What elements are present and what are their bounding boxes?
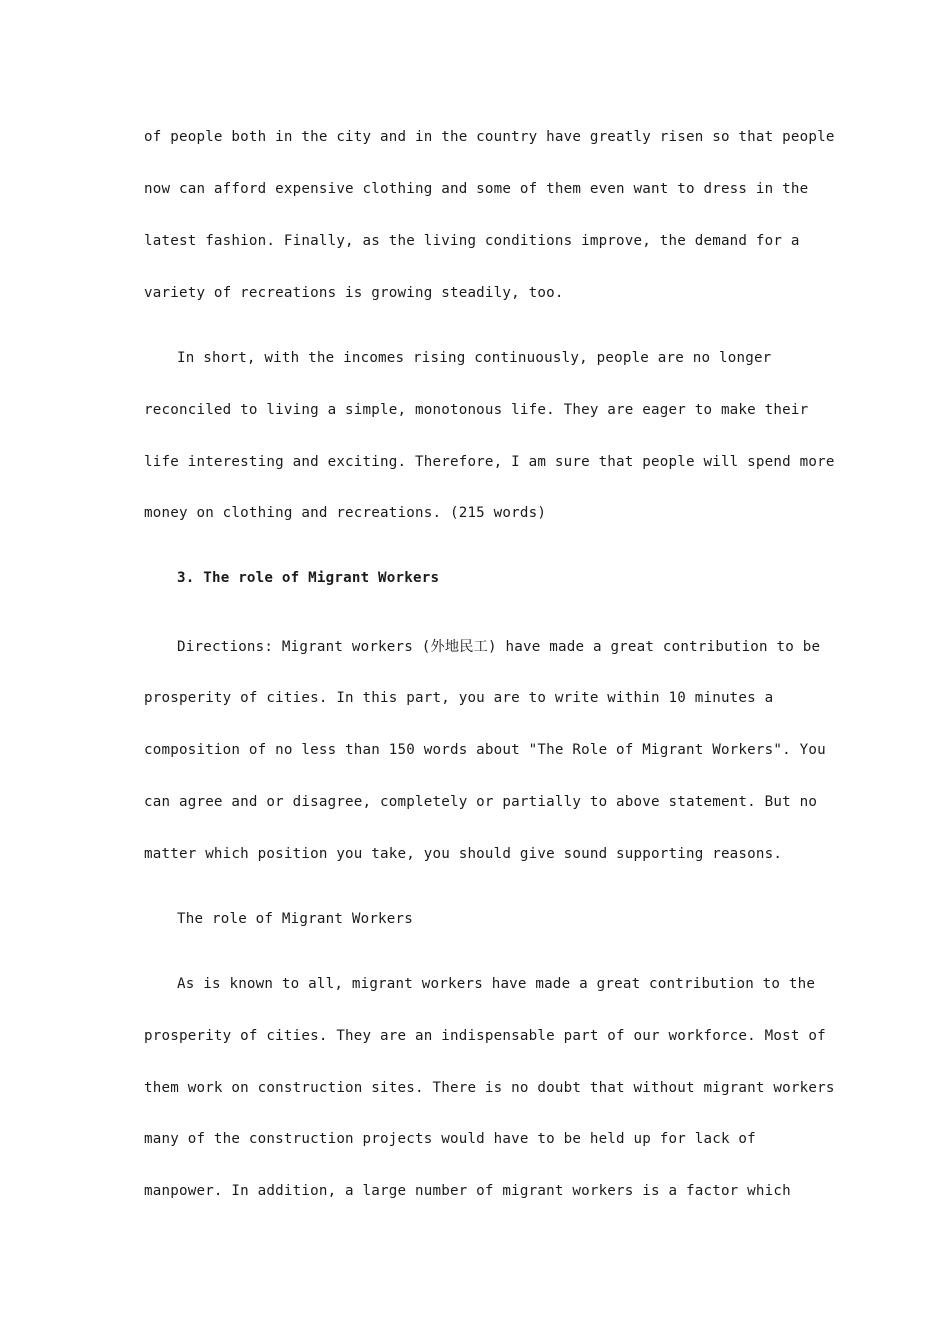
essay-line-3: them work on construction sites. There is no doubt that without migrant workers [144, 1080, 835, 1096]
paragraph-1-line-1: of people both in the city and in the country have greatly risen so that people [144, 129, 835, 145]
essay-title: The role of Migrant Workers [177, 911, 414, 927]
paragraph-2-line-4: money on clothing and recreations. (215 words) [144, 505, 547, 521]
directions-line-3: composition of no less than 150 words about "The Role of Migrant Workers". You [144, 742, 826, 758]
paragraph-1-line-4: variety of recreations is growing steadily, too. [144, 285, 564, 301]
essay-line-1: As is known to all, migrant workers have made a great contribution to the [177, 976, 816, 992]
paragraph-1-line-2: now can afford expensive clothing and some of them even want to dress in the [144, 181, 809, 197]
section-heading: 3. The role of Migrant Workers [177, 570, 440, 586]
paragraph-2-line-1: In short, with the incomes rising continuously, people are no longer [177, 350, 772, 366]
essay-line-4: many of the construction projects would have to be held up for lack of [144, 1131, 756, 1147]
directions-line-1: Directions: Migrant workers (外地民工) have made a great contribution to be [177, 639, 821, 655]
directions-line-5: matter which position you take, you should give sound supporting reasons. [144, 846, 783, 862]
essay-line-5: manpower. In addition, a large number of migrant workers is a factor which [144, 1183, 791, 1199]
essay-line-2: prosperity of cities. They are an indispensable part of our workforce. Most of [144, 1028, 826, 1044]
paragraph-2-line-3: life interesting and exciting. Therefore, I am sure that people will spend more [144, 454, 835, 470]
directions-line-2: prosperity of cities. In this part, you are to write within 10 minutes a [144, 690, 774, 706]
paragraph-1-line-3: latest fashion. Finally, as the living conditions improve, the demand for a [144, 233, 800, 249]
paragraph-2-line-2: reconciled to living a simple, monotonous life. They are eager to make their [144, 402, 809, 418]
directions-line-4: can agree and or disagree, completely or partially to above statement. But no [144, 794, 818, 810]
